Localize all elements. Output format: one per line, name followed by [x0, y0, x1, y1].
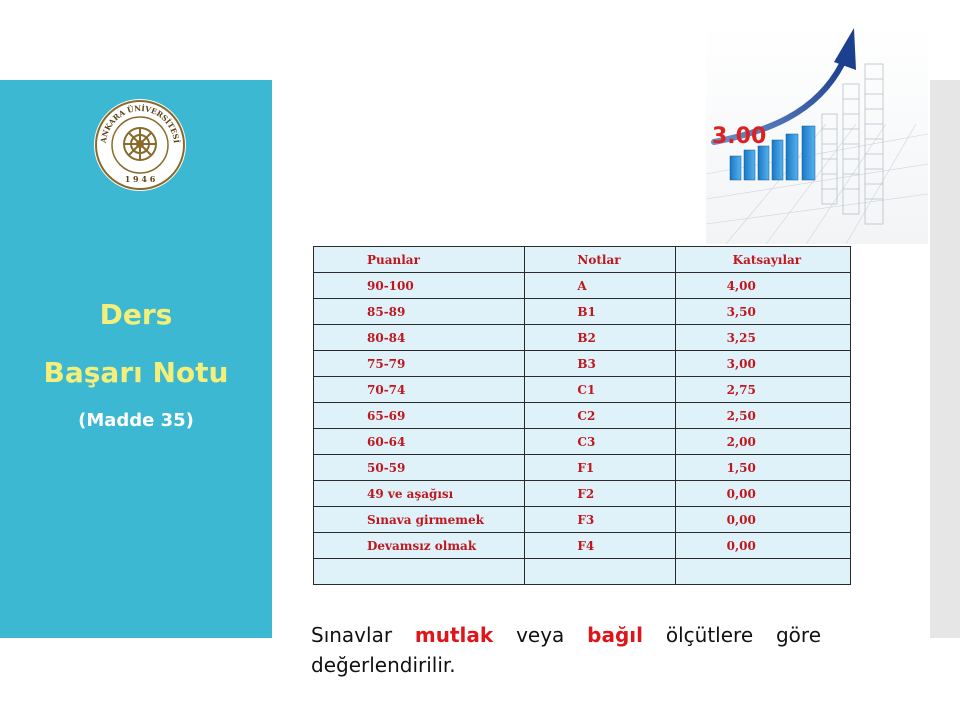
header-notlar: Notlar — [525, 247, 675, 273]
table-row — [314, 455, 851, 481]
cell-not: B2 — [525, 325, 675, 351]
cell-puan: 90-100 — [314, 273, 525, 299]
chart-value-badge: 3.00 — [712, 124, 767, 149]
note-bold-bagil: bağıl — [587, 623, 644, 647]
evaluation-note — [311, 620, 821, 680]
cell-not: C3 — [525, 429, 675, 455]
right-side-bar — [930, 80, 960, 638]
cell-katsayi: 3,00 — [675, 351, 850, 377]
table-header-row — [314, 247, 851, 273]
table-row — [314, 559, 851, 585]
cell-puan: 75-79 — [314, 351, 525, 377]
cell-katsayi: 3,25 — [675, 325, 850, 351]
cell-not — [525, 559, 675, 585]
cell-puan: Devamsız olmak — [314, 533, 525, 559]
table-row — [314, 429, 851, 455]
cell-katsayi: 3,50 — [675, 299, 850, 325]
cell-puan: Sınava girmemek — [314, 507, 525, 533]
cell-katsayi: 2,75 — [675, 377, 850, 403]
table-row — [314, 325, 851, 351]
header-puanlar: Puanlar — [314, 247, 525, 273]
table-row — [314, 351, 851, 377]
cell-not: B1 — [525, 299, 675, 325]
table-row — [314, 377, 851, 403]
cell-puan: 50-59 — [314, 455, 525, 481]
note-text-1: Sınavlar — [311, 623, 415, 647]
cell-katsayi: 2,00 — [675, 429, 850, 455]
grade-table — [313, 246, 851, 585]
note-text-2: veya — [493, 623, 588, 647]
cell-katsayi: 0,00 — [675, 507, 850, 533]
table-row — [314, 299, 851, 325]
table-row — [314, 403, 851, 429]
cell-katsayi — [675, 559, 850, 585]
cell-katsayi: 1,50 — [675, 455, 850, 481]
cell-not: F4 — [525, 533, 675, 559]
cell-not: A — [525, 273, 675, 299]
cell-puan: 60-64 — [314, 429, 525, 455]
cell-puan: 80-84 — [314, 325, 525, 351]
cell-not: C2 — [525, 403, 675, 429]
cell-puan: 70-74 — [314, 377, 525, 403]
table-row — [314, 273, 851, 299]
cell-katsayi: 2,50 — [675, 403, 850, 429]
cell-puan: 85-89 — [314, 299, 525, 325]
table-row — [314, 533, 851, 559]
cell-not: B3 — [525, 351, 675, 377]
cell-puan — [314, 559, 525, 585]
cell-not: F2 — [525, 481, 675, 507]
cell-puan: 49 ve aşağısı — [314, 481, 525, 507]
title-line-1: Ders — [99, 298, 173, 331]
cell-katsayi: 4,00 — [675, 273, 850, 299]
note-bold-mutlak: mutlak — [414, 623, 494, 647]
cell-katsayi: 0,00 — [675, 533, 850, 559]
cell-not: F1 — [525, 455, 675, 481]
title-line-2: Başarı Notu — [43, 356, 229, 389]
logo-year: 1 9 4 6 — [124, 174, 156, 184]
note-text-3: ölçütlere göre değerlendirilir. — [311, 623, 821, 677]
university-logo — [93, 98, 187, 192]
header-katsayilar: Katsayılar — [675, 247, 850, 273]
table-row — [314, 507, 851, 533]
cell-katsayi: 0,00 — [675, 481, 850, 507]
subtitle: (Madde 35) — [78, 410, 194, 431]
cell-not: C1 — [525, 377, 675, 403]
logo-top-text: ANKARA ÜNİVERSİTESİ — [98, 103, 181, 144]
table-row — [314, 481, 851, 507]
cell-puan: 65-69 — [314, 403, 525, 429]
cell-not: F3 — [525, 507, 675, 533]
